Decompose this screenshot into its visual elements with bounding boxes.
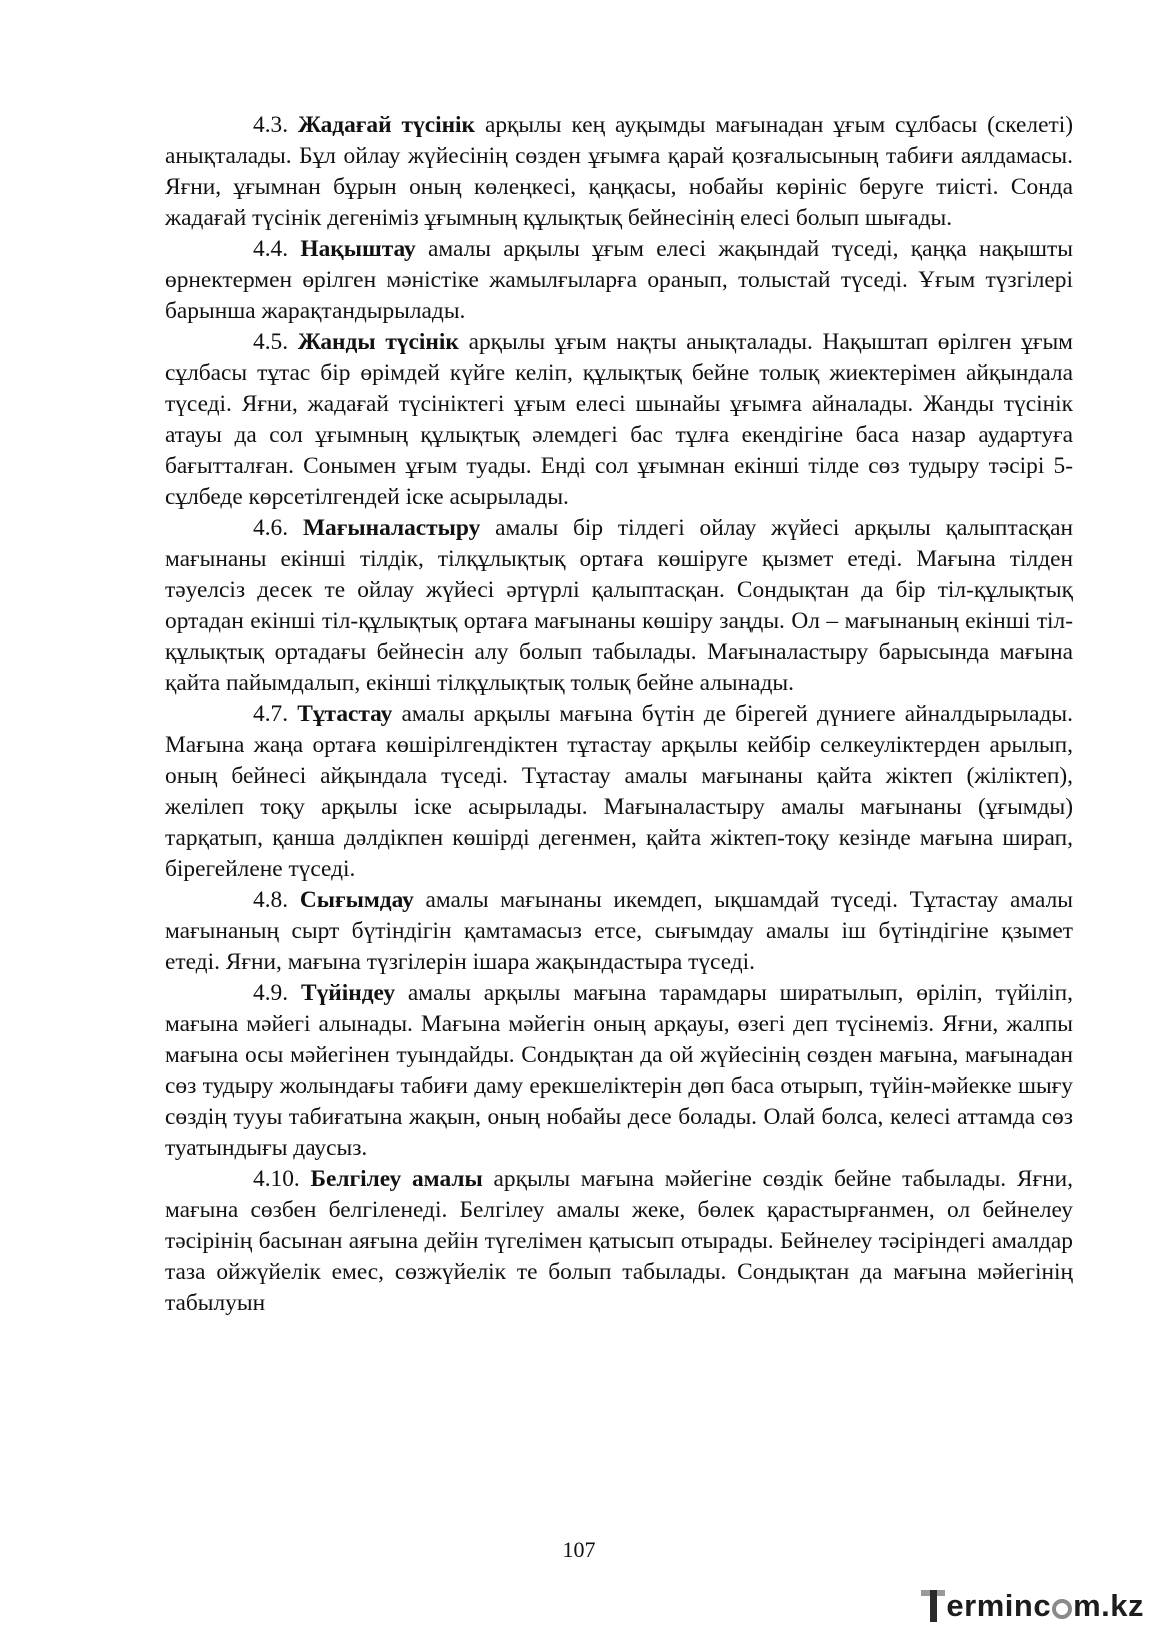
section-number: 4.10. <box>253 1166 300 1192</box>
paragraph-text: арқылы кең ауқымды мағынадан ұғым сұлбасы (скелеті) анықталады. Бұл ойлау жүйесінің сөзден ұғымға қарай қозғалысының табиғи аялдамасы. Яғни, ұғымнан бұрын оның көлеңкесі, қаңқасы, нобайы көрініс беруге тиісті. Сонда жадағай түсінік дегеніміз ұғымның құлықтық бейнесінің елесі болып шығады. <box>165 112 1073 231</box>
bold-term: Жанды түсінік <box>297 329 459 355</box>
paragraph-4-3 <box>165 110 1073 234</box>
logo-text-start: ermin <box>946 1588 1034 1623</box>
paragraph-text: амалы мағынаны икемдеп, ықшамдай түседі. Тұтастау амалы мағынаның сырт бүтіндігін қамтамасыз етсе, сығымдау амалы іш бүтіндігіне қзымет етеді. Яғни, мағына түзгілерін ішара жақындастыра түседі. <box>165 887 1073 975</box>
logo-o-ring-icon <box>1052 1599 1072 1619</box>
paragraph-text: амалы бір тілдегі ойлау жүйесі арқылы қалыптасқан мағынаны екінші тілдік, тілқұлықтық ортаға көшіруге қызмет етеді. Мағына тілден тәуелсіз десек те ойлау жүйесі әртүрлі қалыптасқан. Сондықтан да бір тіл-құлықтық ортадан екінші тіл-құлықтық ортаға мағынаны көшіру заңды. Ол – мағынаның екінші тіл-құлықтық ортадағы бейнесін алу болып табылады. Мағыналастыру барысында мағына қайта пайымдалып, екінші тілқұлықтық толық бейне алынады. <box>165 515 1073 696</box>
logo-t-icon <box>921 1586 945 1626</box>
body-text <box>165 110 1073 1319</box>
bold-term: Тұтастау <box>297 701 393 727</box>
paragraph-4-4 <box>165 234 1073 327</box>
bold-term: Сығымдау <box>299 887 414 913</box>
section-number: 4.3. <box>253 112 289 138</box>
paragraph-text: амалы арқылы мағына тарамдары ширатылып, өріліп, түйіліп, мағына мәйегі алынады. Мағына мәйегін оның арқауы, өзегі деп түсінеміз. Яғни, жалпы мағына осы мәйегінен туындайды. Сондықтан да ой жүйесінің сөзден мағына, мағынадан сөз тудыру жолындағы табиғи даму ерекшеліктерін дөп баса отырып, түйін-мәйекке шығу сөздің тууы табиғатына жақын, оның нобайы десе болады. Олай болса, келесі аттамда сөз туатындығы даусыз. <box>165 980 1073 1161</box>
bold-term: Жадағай түсінік <box>298 112 476 138</box>
paragraph-text: арқылы ұғым нақты анықталады. Нақыштап өрілген ұғым сұлбасы тұтас бір өрімдей күйге келіп, құлықтық бейне толық жиектерімен айқындала түседі. Яғни, жадағай түсініктегі ұғым елесі шынайы ұғымға айналады. Жанды түсінік атауы да сол ұғымның құлықтық әлемдегі бас тұлға екендігіне баса назар аудартуға бағытталған. Сонымен ұғым туады. Енді сол ұғымнан екінші тілде сөз тудыру тәсірі 5-сұлбеде көрсетілгендей іске асырылады. <box>165 329 1073 510</box>
paragraph-text: арқылы мағына мәйегіне сөздік бейне табылады. Яғни, мағына сөзбен белгіленеді. Белгілеу амалы жеке, бөлек қарастырғанмен, ол бейнелеу тәсірінің басынан аяғына дейін түгелімен қатысып отырады. Бейнелеу тәсіріндегі амалдар таза ойжүйелік емес, сөзжүйелік те болып табылады. Сондықтан да мағына мәйегінің табылуын <box>165 1166 1073 1316</box>
paragraph-4-5 <box>165 327 1073 513</box>
bold-term: Белгілеу амалы <box>310 1166 483 1192</box>
section-number: 4.6. <box>253 515 289 541</box>
logo-text-end: m.kz <box>1073 1588 1144 1623</box>
logo-text-c: c <box>1033 1588 1052 1623</box>
bold-term: Мағыналастыру <box>302 515 481 541</box>
page-number: 107 <box>562 1537 596 1562</box>
section-number: 4.8. <box>253 887 289 913</box>
paragraph-4-7 <box>165 699 1073 885</box>
paragraph-4-9 <box>165 978 1073 1164</box>
paragraph-4-6 <box>165 513 1073 699</box>
paragraph-text: амалы арқылы ұғым елесі жақындай түседі, қаңқа нақышты өрнектермен өрілген мәністіке жамылғыларға оранып, толыстай түседі. Ұғым түзгілері барынша жарақтандырылады. <box>165 236 1073 324</box>
section-number: 4.9. <box>253 980 289 1006</box>
section-number: 4.5. <box>253 329 289 355</box>
termincom-watermark-logo <box>921 1577 1144 1635</box>
bold-term: Нақыштау <box>300 236 416 262</box>
section-number: 4.7. <box>253 701 289 727</box>
paragraph-text: амалы арқылы мағына бүтін де бірегей дүниеге айналдырылады. Мағына жаңа ортаға көшірілгендіктен тұтастау арқылы кейбір селкеуліктерден арылып, оның бейнесі айқындала түседі. Тұтастау амалы мағынаны қайта жіктеп (жіліктеп), желілеп тоқу арқылы іске асырылады. Мағыналастыру амалы мағынаны (ұғымды) тарқатып, қанша дәлдікпен көшірді дегенмен, қайта жіктеп-тоқу кезінде мағына ширап, бірегейлене түседі. <box>165 701 1073 882</box>
section-number: 4.4. <box>253 236 289 262</box>
paragraph-4-8 <box>165 885 1073 978</box>
paragraph-4-10 <box>165 1164 1073 1319</box>
bold-term: Түйіндеу <box>300 980 396 1006</box>
